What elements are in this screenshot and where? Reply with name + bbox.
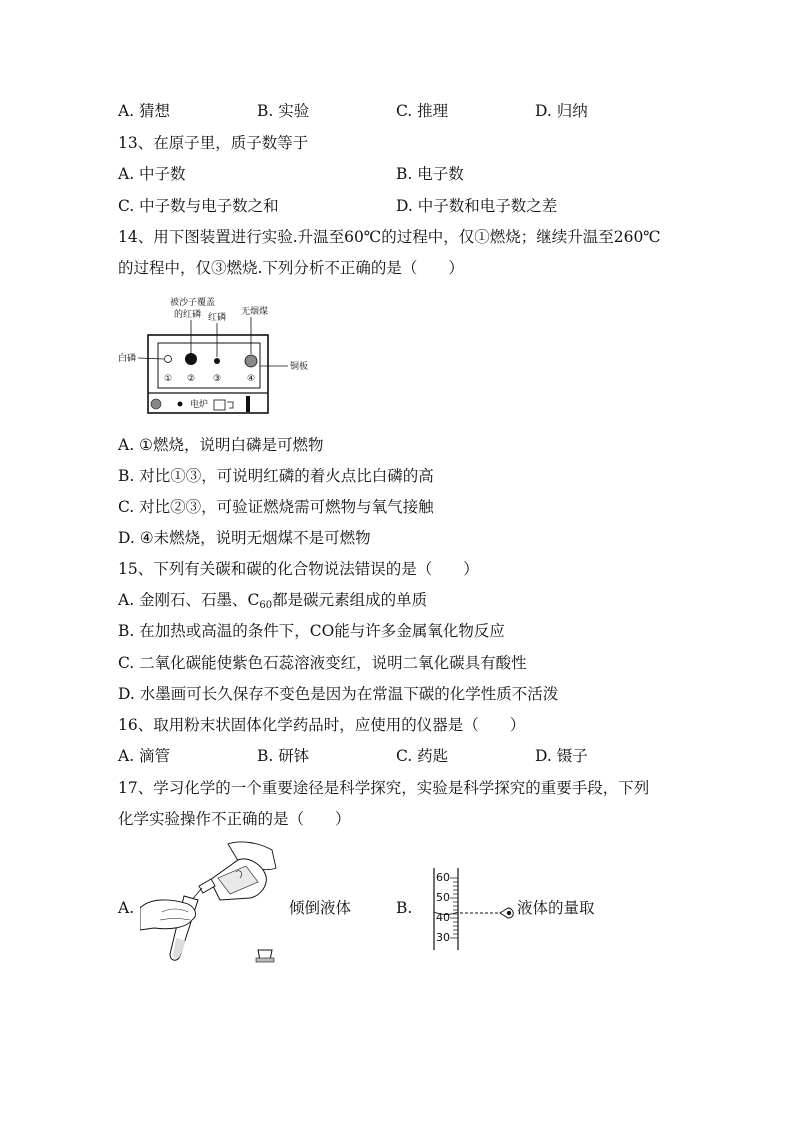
q17-option-b-caption: 液体的量取	[517, 899, 595, 917]
q17-option-a-letter: A.	[118, 899, 135, 917]
q13-stem: 13、在原子里，质子数等于	[118, 134, 309, 152]
q14-option-b: B. 对比①③，可说明红磷的着火点比白磷的高	[118, 467, 434, 485]
covered-red-phosphorus-sample	[185, 353, 197, 365]
q13-option-c: C. 中子数与电子数之和	[118, 197, 279, 215]
q14-stem-line2: 的过程中，仅③燃烧.下列分析不正确的是（ ）	[118, 259, 464, 277]
white-phosphorus-sample	[165, 356, 172, 363]
label-smokeless-coal: 无烟煤	[241, 307, 269, 317]
q15-option-a-sub: 60	[259, 600, 273, 611]
label-red-phosphorus: 红磷	[208, 313, 227, 323]
q15-option-d: D. 水墨画可长久保存不变色是因为在常温下碳的化学性质不活泼	[118, 685, 559, 703]
q16-option-d: D. 镊子	[535, 747, 588, 765]
label-copper-plate: 铜板	[290, 362, 309, 372]
q15-option-b: B. 在加热或高温的条件下，CO能与许多金属氧化物反应	[118, 622, 505, 640]
q13-option-d: D. 中子数和电子数之差	[396, 197, 558, 215]
smokeless-coal-sample	[245, 355, 257, 367]
tick-label-60: 60	[436, 871, 450, 884]
q15-option-a-pre: A. 金刚石、石墨、C	[118, 591, 260, 609]
mark-1: ①	[164, 374, 173, 384]
q13-option-a: A. 中子数	[118, 165, 186, 183]
tick-label-50: 50	[436, 891, 450, 904]
q15-option-c: C. 二氧化碳能使紫色石蕊溶液变红，说明二氧化碳具有酸性	[118, 654, 527, 672]
pouring-liquid-illustration	[140, 838, 285, 968]
stove-switch	[214, 400, 225, 410]
q14-option-c: C. 对比②③，可验证燃烧需可燃物与氧气接触	[118, 498, 434, 516]
red-phosphorus-sample	[214, 358, 220, 364]
mark-2: ②	[187, 374, 196, 384]
eye-icon	[500, 908, 513, 918]
q15-option-a-post: 都是碳元素组成的单质	[272, 591, 428, 609]
label-covered-red-phosphorus: 被沙子覆盖	[170, 298, 216, 308]
q13-option-b: B. 电子数	[396, 165, 464, 183]
label-electric-stove: 电炉	[190, 400, 209, 410]
q16-option-b: B. 研钵	[257, 747, 310, 765]
q16-option-c: C. 药匙	[396, 747, 449, 765]
q14-stem-line1: 14、用下图装置进行实验.升温至60℃的过程中，仅①燃烧；继续升温至260℃	[118, 228, 661, 246]
q12-option-c: C. 推理	[396, 102, 449, 120]
stove-knob	[151, 399, 161, 409]
q14-option-a: A. ①燃烧，说明白磷是可燃物	[118, 436, 324, 454]
copper-plate	[158, 343, 260, 388]
q14-option-d: D. ④未燃烧，说明无烟煤不是可燃物	[118, 529, 371, 547]
q17-option-a-caption: 倾倒液体	[289, 899, 352, 917]
q17-stem-line1: 17、学习化学的一个重要途径是科学探究，实验是科学探究的重要手段，下列	[118, 779, 650, 797]
tick-label-30: 30	[436, 931, 450, 944]
q17-option-b-letter: B.	[396, 899, 413, 917]
mark-3: ③	[213, 374, 222, 384]
graduated-cylinder-illustration	[428, 866, 518, 952]
q12-option-b: B. 实验	[257, 102, 310, 120]
label-covered-red-phosphorus-2: 的红磷	[174, 310, 202, 320]
label-white-phosphorus: 白磷	[118, 354, 137, 364]
q15-option-a	[118, 590, 427, 616]
q16-option-a: A. 滴管	[118, 747, 171, 765]
q15-stem: 15、下列有关碳和碳的化合物说法错误的是（ ）	[118, 560, 479, 578]
combustion-apparatus-figure	[118, 290, 328, 420]
q12-option-a: A. 猜想	[118, 102, 171, 120]
q12-option-d: D. 归纳	[535, 102, 588, 120]
mark-4: ④	[247, 374, 256, 384]
q17-stem-line2: 化学实验操作不正确的是（ ）	[118, 810, 351, 828]
q16-stem: 16、取用粉末状固体化学药品时，应使用的仪器是（ ）	[118, 716, 526, 734]
tick-label-40: 40	[436, 911, 450, 924]
